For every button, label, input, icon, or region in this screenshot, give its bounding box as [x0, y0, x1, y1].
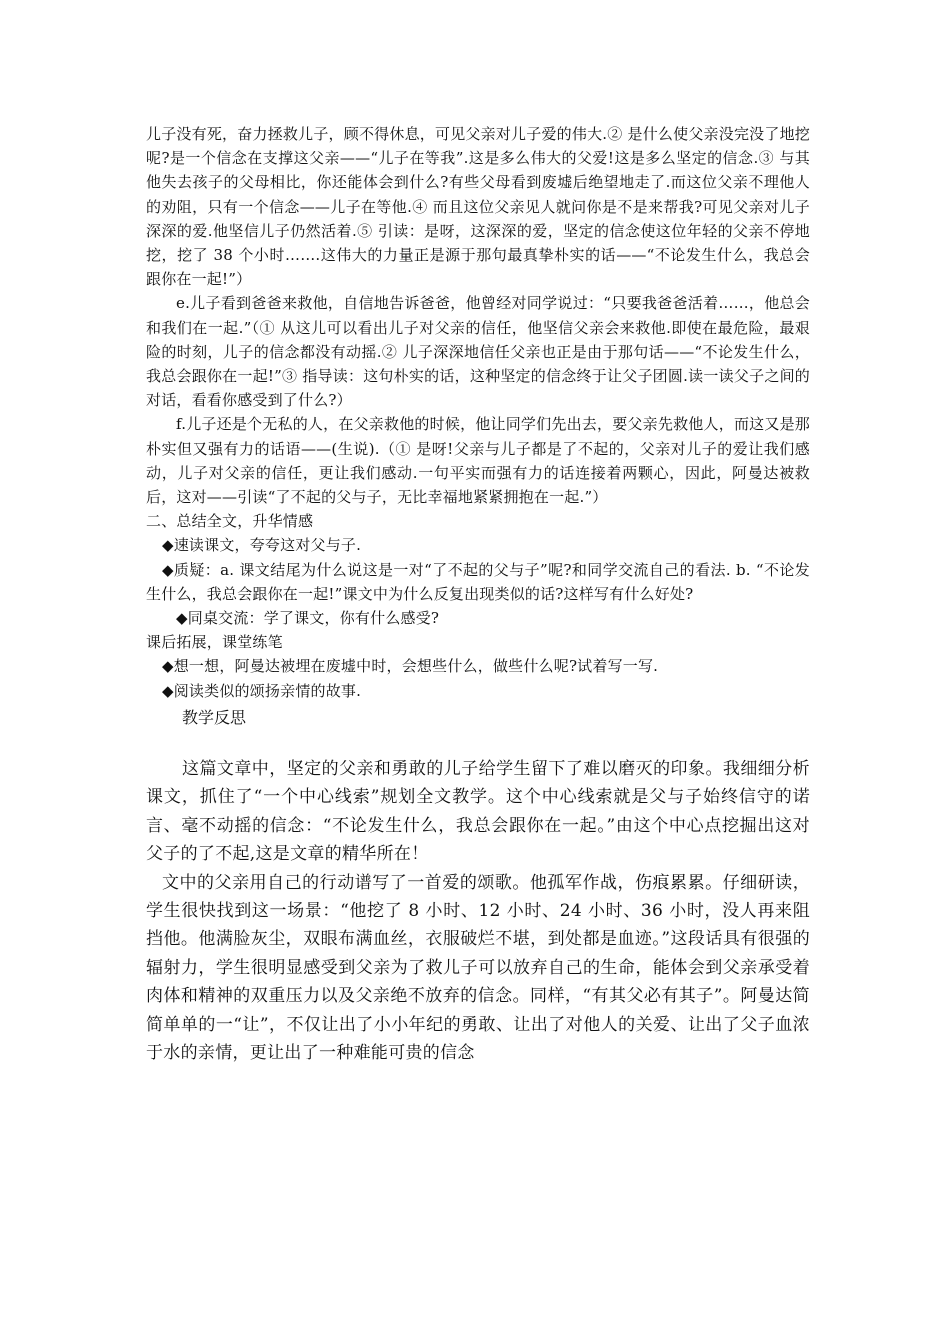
bullet-speed-read: ◆速读课文，夸夸这对父与子. [162, 536, 362, 555]
bullet-read-stories: ◆阅读类似的颂扬亲情的故事. [162, 681, 362, 700]
bullet-deskmate-exchange: ◆同桌交流：学了课文，你有什么感受? [176, 609, 440, 628]
spacer [146, 733, 810, 755]
paragraph-father-digging: 儿子没有死，奋力拯救儿子，顾不得休息，可见父亲对儿子爱的伟大.② 是什么使父亲没完没了地挖呢?是一个信念在支撑这父亲——“儿子在等我”.这是多么伟大的父爱!这是多么坚定的信念.③ 与其他失去孩子的父母相比，你还能体会到什么?有些父母看到废墟后绝望地走了.而这位父亲不理他人的劝阻，只有一个信念——儿子在等他.④ 而且这位父亲见人就问你是不是来帮我?可见父亲对儿子深深的爱.他坚信儿子仍然活着.⑤ 引读：是呀，这深深的爱，坚定的信念使这位年轻的父亲不停地挖，挖了 38 个小时…….这伟大的力量正是源于那句最真挚朴实的话——“不论发生什么，我总会跟你在一起!”） [146, 125, 810, 289]
reflection-paragraph-1: 这篇文章中，坚定的父亲和勇敢的儿子给学生留下了难以磨灭的印象。我细细分析课文，抓住了“一个中心线索”规划全文教学。这个中心线索就是父与子始终信守的诺言、毫不动摇的信念：“不论发生什么，我总会跟你在一起。”由这个中心点挖掘出这对父子的了不起,这是文章的精华所在！ [146, 758, 810, 865]
section-heading-extension: 课后拓展，课堂练笔 [146, 633, 283, 652]
bullet-questions: ◆质疑：a. 课文结尾为什么说这是一对“了不起的父与子”呢?和同学交流自己的看法. b. “不论发生什么，我总会跟你在一起!”课文中为什么反复出现类似的话?这样写有什么好处? [146, 560, 810, 603]
bullet-think: ◆想一想，阿曼达被埋在废墟中时，会想些什么，做些什么呢?试着写一写. [162, 657, 659, 676]
paragraph-son-trust: e.儿子看到爸爸来救他，自信地告诉爸爸，他曾经对同学说过：“只要我爸爸活着……，他总会和我们在一起.”（① 从这儿可以看出儿子对父亲的信任，他坚信父亲会来救他.即使在最危险，最艰险的时刻，儿子的信念都没有动摇.② 儿子深深地信任父亲也正是由于那句话——“不论发生什么，我总会跟你在一起!”③ 指导读：这句朴实的话，这种坚定的信念终于让父子团圆.读一读父子之间的对话，看看你感受到了什么?） [146, 294, 810, 410]
teaching-reflection-title: 教学反思 [182, 707, 247, 727]
reflection-paragraph-2: 文中的父亲用自己的行动谱写了一首爱的颂歌。他孤军作战，伤痕累累。仔细研读，学生很快找到这一场景：“他挖了 8 小时、12 小时、24 小时、36 小时，没人再来阻挡他。他满脸灰尘，双眼布满血丝，衣服破烂不堪，到处都是血迹。”这段话具有很强的辐射力，学生很明显感受到父亲为了救儿子可以放弃自己的生命，能体会到父亲承受着肉体和精神的双重压力以及父亲绝不放弃的信念。同样，“有其父必有其子”。阿曼达简简单单的一“让”，不仅让出了小小年纪的勇敢、让出了对他人的关爱、让出了父子血浓于水的亲情，更让出了一种难能可贵的信念 [146, 872, 810, 1063]
document-page [146, 122, 810, 1067]
paragraph-son-selfless: f.儿子还是个无私的人，在父亲救他的时候，他让同学们先出去，要父亲先救他人，而这又是那朴实但又强有力的话语——(生说).（① 是呀!父亲与儿子都是了不起的，父亲对儿子的爱让我们感动，儿子对父亲的信任，更让我们感动.一句平实而强有力的话连接着两颗心，因此，阿曼达被救后，这对——引读“了不起的父与子，无比幸福地紧紧拥抱在一起.”） [146, 415, 810, 507]
section-heading-summary: 二、总结全文，升华情感 [146, 512, 314, 531]
